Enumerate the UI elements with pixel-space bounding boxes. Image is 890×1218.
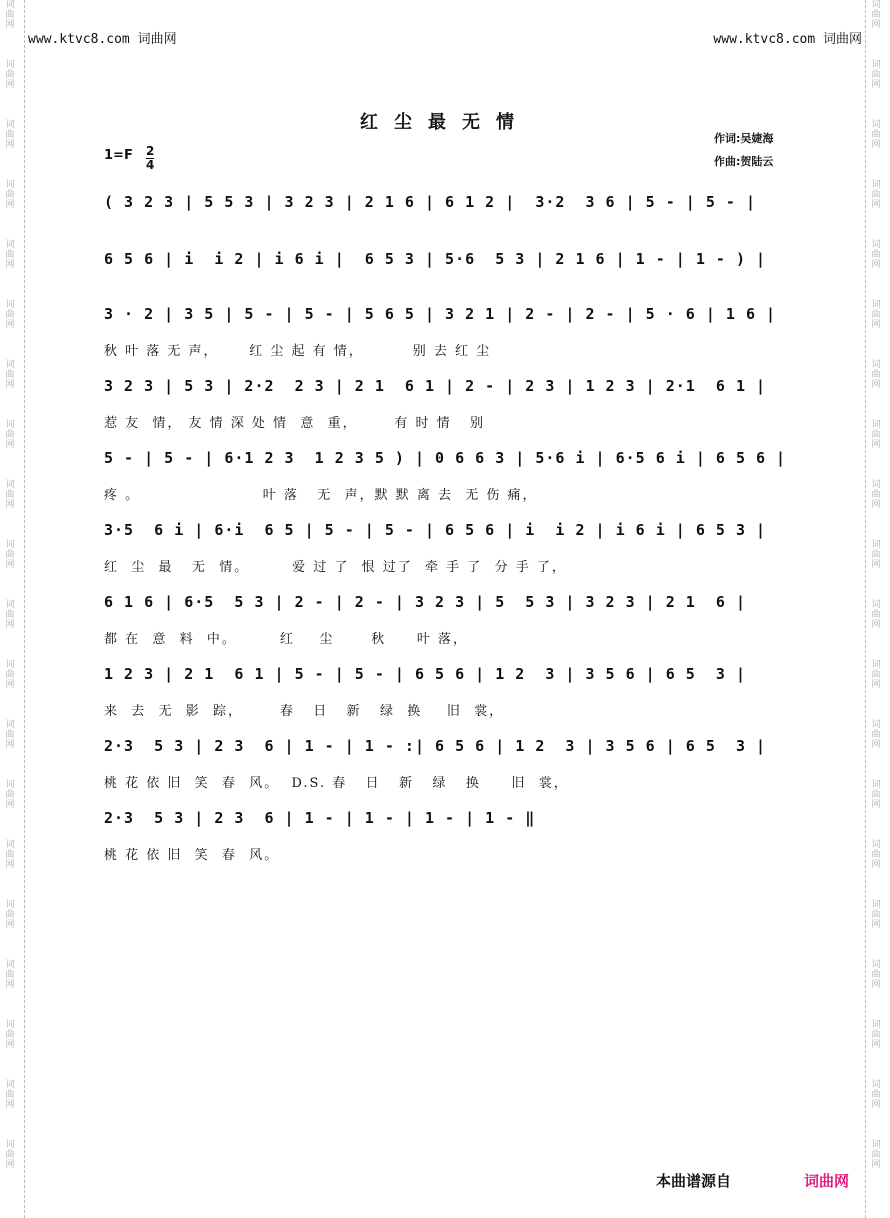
margin-watermark: 词曲网 (871, 780, 881, 810)
margin-watermark: 词曲网 (871, 240, 881, 270)
left-margin-strip (0, 0, 25, 1218)
notation-line: 1 2 3 | 2 1 6 1 | 5 - | 5 - | 6 5 6 | 1 2 3 | 3 5 6 | 6 5 3 | (104, 665, 746, 683)
margin-watermark: 词曲网 (871, 600, 881, 630)
meter-bottom: 4 (146, 158, 155, 172)
margin-watermark: 词曲网 (5, 780, 15, 810)
footer-site-link[interactable]: 词曲网 (804, 1172, 850, 1190)
lyric-line: 来 去 无 影 踪， 春 日 新 绿 换 旧 裳， (104, 704, 505, 719)
margin-watermark: 词曲网 (5, 120, 15, 150)
margin-watermark: 词曲网 (871, 480, 881, 510)
margin-watermark: 词曲网 (871, 300, 881, 330)
margin-watermark: 词曲网 (5, 1080, 15, 1110)
margin-watermark: 词曲网 (5, 480, 15, 510)
margin-watermark: 词曲网 (5, 1020, 15, 1050)
score-row (104, 302, 784, 362)
margin-watermark: 词曲网 (5, 540, 15, 570)
margin-watermark: 词曲网 (871, 840, 881, 870)
lyric-line: 惹 友 情， 友 情 深 处 情 意 重， 有 时 情 别 (104, 416, 486, 431)
margin-watermark: 词曲网 (871, 0, 881, 30)
song-title: 红尘最无情 (360, 112, 530, 133)
key-signature: 1=F (104, 148, 133, 163)
notation-line: ( 3 2 3 | 5 5 3 | 3 2 3 | 2 1 6 | 6 1 2 | 3·2 3 6 | 5 - | 5 - | (104, 193, 756, 211)
notation-line: 6 5 6 | i i 2 | i 6 i | 6 5 3 | 5·6 5 3 | 2 1 6 | 1 - | 1 - ) | (104, 250, 767, 268)
margin-watermark: 词曲网 (871, 660, 881, 690)
score-row (104, 446, 787, 506)
margin-watermark: 词曲网 (5, 0, 15, 30)
score-row (104, 662, 784, 722)
margin-watermark: 词曲网 (5, 360, 15, 390)
notation-line: 2·3 5 3 | 2 3 6 | 1 - | 1 - | 1 - | 1 - ‖ (104, 809, 536, 827)
margin-watermark: 词曲网 (871, 120, 881, 150)
notation-line: 5 - | 5 - | 6·1 2 3 1 2 3 5 ) | 0 6 6 3 | 5·6 i | 6·5 6 i | 6 5 6 | (104, 449, 787, 467)
lyricist-credit: 作词:吴婕海 (714, 132, 774, 145)
lyric-line: 疼 。 叶 落 无 声，默 默 离 去 无 伤 痛， (104, 488, 538, 503)
lyric-line: 桃 花 依 旧 笑 春 风。 D.S. 春 日 新 绿 换 旧 裳， (104, 776, 569, 791)
margin-watermark: 词曲网 (5, 240, 15, 270)
meter-top: 2 (146, 144, 155, 158)
margin-watermark: 词曲网 (5, 600, 15, 630)
margin-watermark: 词曲网 (871, 360, 881, 390)
footer-source-label: 本曲谱源自 (656, 1172, 732, 1190)
margin-watermark: 词曲网 (5, 900, 15, 930)
header-site-right[interactable]: www.ktvc8.com 词曲网 (713, 32, 862, 47)
score-row (104, 734, 784, 794)
notation-line: 2·3 5 3 | 2 3 6 | 1 - | 1 - :| 6 5 6 | 1 2 3 | 3 5 6 | 6 5 3 | (104, 737, 767, 755)
margin-watermark: 词曲网 (5, 840, 15, 870)
margin-watermark: 词曲网 (5, 180, 15, 210)
margin-watermark: 词曲网 (5, 300, 15, 330)
lyric-line: 桃 花 依 旧 笑 春 风。 (104, 848, 280, 863)
margin-watermark: 词曲网 (5, 1140, 15, 1170)
score-row (104, 247, 784, 307)
score-row (104, 518, 784, 578)
header-site-left[interactable]: www.ktvc8.com 词曲网 (28, 32, 177, 47)
score-row (104, 590, 784, 650)
margin-watermark: 词曲网 (871, 60, 881, 90)
composer-credit: 作曲:贺陆云 (714, 155, 774, 168)
score-row (104, 190, 784, 250)
lyric-line: 红 尘 最 无 情。 爱 过 了 恨 过了 牵 手 了 分 手 了， (104, 560, 567, 575)
notation-line: 3 · 2 | 3 5 | 5 - | 5 - | 5 6 5 | 3 2 1 | 2 - | 2 - | 5 · 6 | 1 6 | (104, 305, 777, 323)
margin-watermark: 词曲网 (871, 720, 881, 750)
margin-watermark: 词曲网 (5, 720, 15, 750)
margin-watermark: 词曲网 (5, 60, 15, 90)
lyric-line: 秋 叶 落 无 声， 红 尘 起 有 情， 别 去 红 尘 (104, 344, 492, 359)
right-margin-strip (865, 0, 890, 1218)
score-row (104, 374, 784, 434)
margin-watermark: 词曲网 (871, 180, 881, 210)
margin-watermark: 词曲网 (871, 900, 881, 930)
margin-watermark: 词曲网 (871, 540, 881, 570)
score-row (104, 806, 784, 866)
margin-watermark: 词曲网 (5, 660, 15, 690)
margin-watermark: 词曲网 (5, 420, 15, 450)
notation-line: 6 1 6 | 6·5 5 3 | 2 - | 2 - | 3 2 3 | 5 5 3 | 3 2 3 | 2 1 6 | (104, 593, 746, 611)
lyric-line: 都 在 意 料 中。 红 尘 秋 叶 落， (104, 632, 468, 647)
notation-line: 3·5 6 i | 6·i 6 5 | 5 - | 5 - | 6 5 6 | i i 2 | i 6 i | 6 5 3 | (104, 521, 767, 539)
margin-watermark: 词曲网 (5, 960, 15, 990)
margin-watermark: 词曲网 (871, 1140, 881, 1170)
time-signature (146, 145, 154, 172)
margin-watermark: 词曲网 (871, 1080, 881, 1110)
notation-line: 3 2 3 | 5 3 | 2·2 2 3 | 2 1 6 1 | 2 - | 2 3 | 1 2 3 | 2·1 6 1 | (104, 377, 767, 395)
margin-watermark: 词曲网 (871, 960, 881, 990)
margin-watermark: 词曲网 (871, 420, 881, 450)
margin-watermark: 词曲网 (871, 1020, 881, 1050)
